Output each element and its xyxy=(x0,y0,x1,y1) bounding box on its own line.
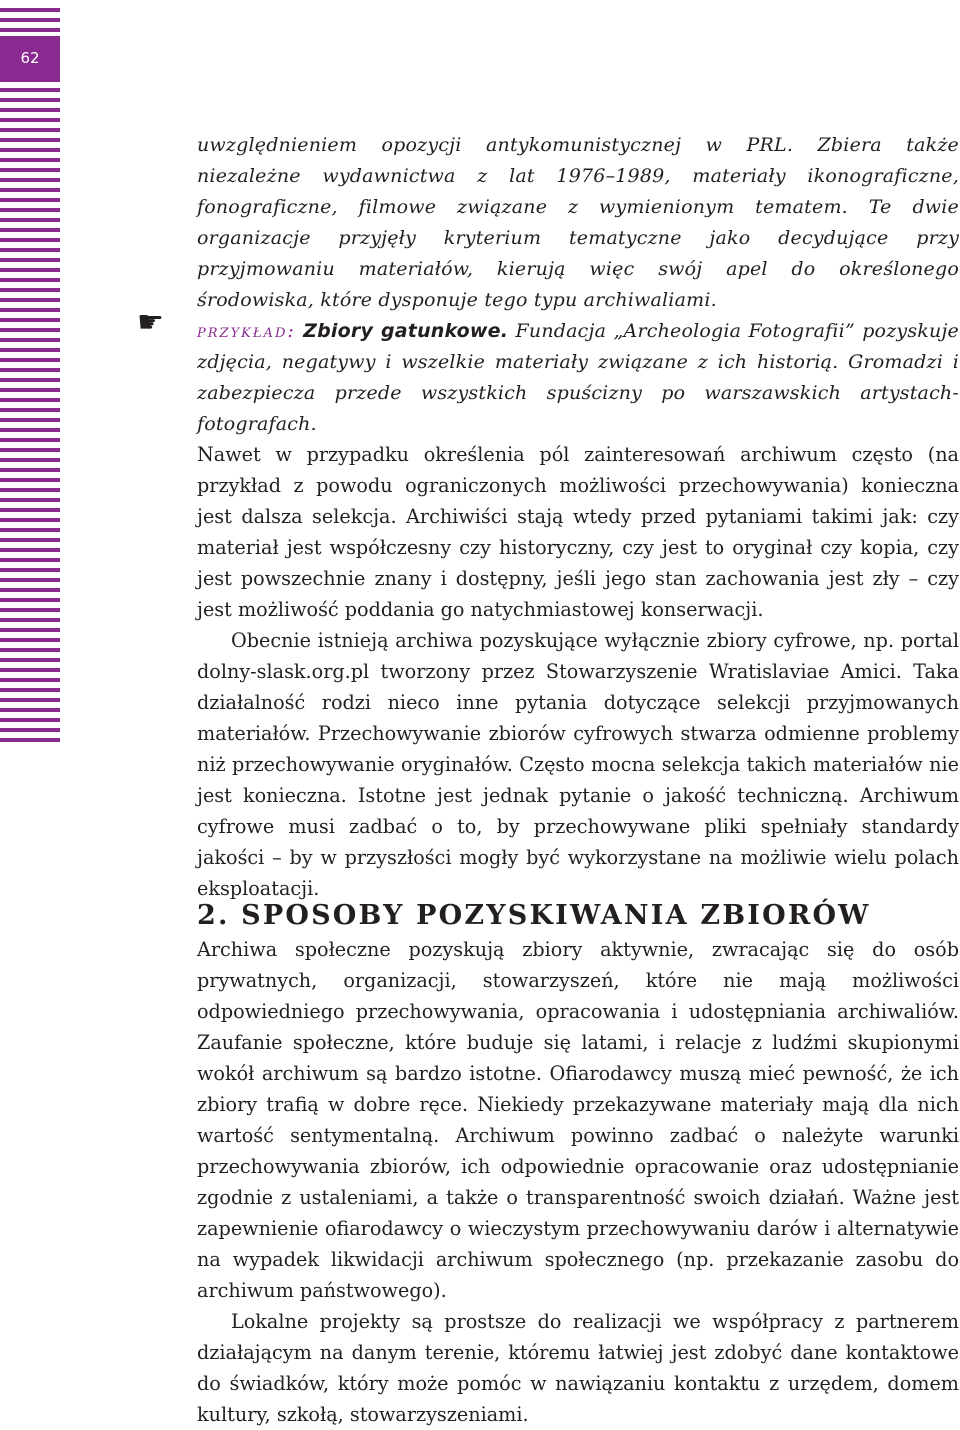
section-2-paragraph-2: Lokalne projekty są prostsze do realizacji we współpracy z partnerem działającym na danym terenie, któremu łatwiej jest zdobyć dane kontaktowe do świadków, który może pomóc w nawiązaniu kontaktu z urzędem, domem kultury, szkołą, stowarzyszeniami. xyxy=(197,1310,959,1426)
example-box xyxy=(137,305,959,440)
example-label: przykład: xyxy=(197,320,296,342)
example-title: Zbiory gatunkowe. xyxy=(303,320,509,342)
section-1-paragraph-2: Obecnie istnieją archiwa pozyskujące wyłącznie zbiory cyfrowe, np. portal dolny-slask.org.pl tworzony przez Stowarzyszenie Wratislaviae Amici. Taka działalność rodzi nieco inne pytania dotyczące selekcji przyjmowanych materiałów. Przechowywanie zbiorów cyfrowych stwarza odmienne problemy niż przechowywanie oryginałów. Często mocna selekcja takich materiałów nie jest konieczna. Istotne jest jednak pytanie o jakość techniczną. Archiwum cyfrowe musi zadbać o to, by przechowywane pliki spełniały standardy jakości – by w przyszłości mogły być wykorzystane na możliwie wielu polach eksploatacji. xyxy=(197,629,959,900)
section-1-paragraph-1: Nawet w przypadku określenia pól zainteresowań archiwum często (na przykład z powodu ograniczonych możliwości przechowywania) konieczna jest dalsza selekcja. Archiwiści stają wtedy przed pytaniami takimi jak: czy materiał jest współczesny czy historyczny, czy jest to oryginał czy kopia, czy jest powszechnie znany i dostępny, jeśli jego stan zachowania jest zły – czy jest możliwość poddania go natychmiastowej konserwacji. xyxy=(197,443,959,621)
section-2-body xyxy=(197,934,959,1430)
section-2-heading: 2. SPOSOBY POZYSKIWANIA ZBIORÓW xyxy=(197,900,871,931)
example-text: Fundacja „Archeologia Fotografii” pozyskuje zdjęcia, negatywy i wszelkie materiały związane z ich historią. Gromadzi i zabezpiecza przede wszystkich spuścizny po warszawskich artystach-fotografach. xyxy=(197,320,959,435)
decorative-stripes xyxy=(0,8,60,742)
page-number: 62 xyxy=(0,36,60,80)
intro-paragraph: uwzględnieniem opozycji antykomunistycznej w PRL. Zbiera także niezależne wydawnictwa z lat 1976–1989, materiały ikonograficzne, fonograficzne, filmowe związane z wymienionym tematem. Te dwie organizacje przyjęły kryterium tematyczne jako decydujące przy przyjmowaniu materiałów, kierują więc swój apel do określonego środowiska, które dysponuje tego typu archiwaliami. xyxy=(197,134,959,311)
example-paragraph xyxy=(197,316,959,440)
section-1-body xyxy=(197,439,959,904)
pointing-hand-icon: ☛ xyxy=(137,305,164,340)
section-2-paragraph-1: Archiwa społeczne pozyskują zbiory aktywnie, zwracając się do osób prywatnych, organizacji, stowarzyszeń, które nie mają możliwości odpowiedniego przechowywania, opracowania i udostępniania archiwaliów. Zaufanie społeczne, które buduje się latami, i relacje z ludźmi skupionymi wokół archiwum są bardzo istotne. Ofiarodawcy muszą mieć pewność, że ich zbiory trafią w dobre ręce. Niekiedy przekazywane materiały mają dla nich wartość sentymentalną. Archiwum powinno zadbać o należyte warunki przechowywania zbiorów, ich odpowiednie opracowanie oraz udostępnianie zgodnie z ustaleniami, a także o transparentność swoich działań. Ważne jest zapewnienie ofiarodawcy o wieczystym przechowywaniu darów i alternatywie na wypadek likwidacji archiwum społecznego (np. przekazanie zasobu do archiwum państwowego). xyxy=(197,938,959,1302)
